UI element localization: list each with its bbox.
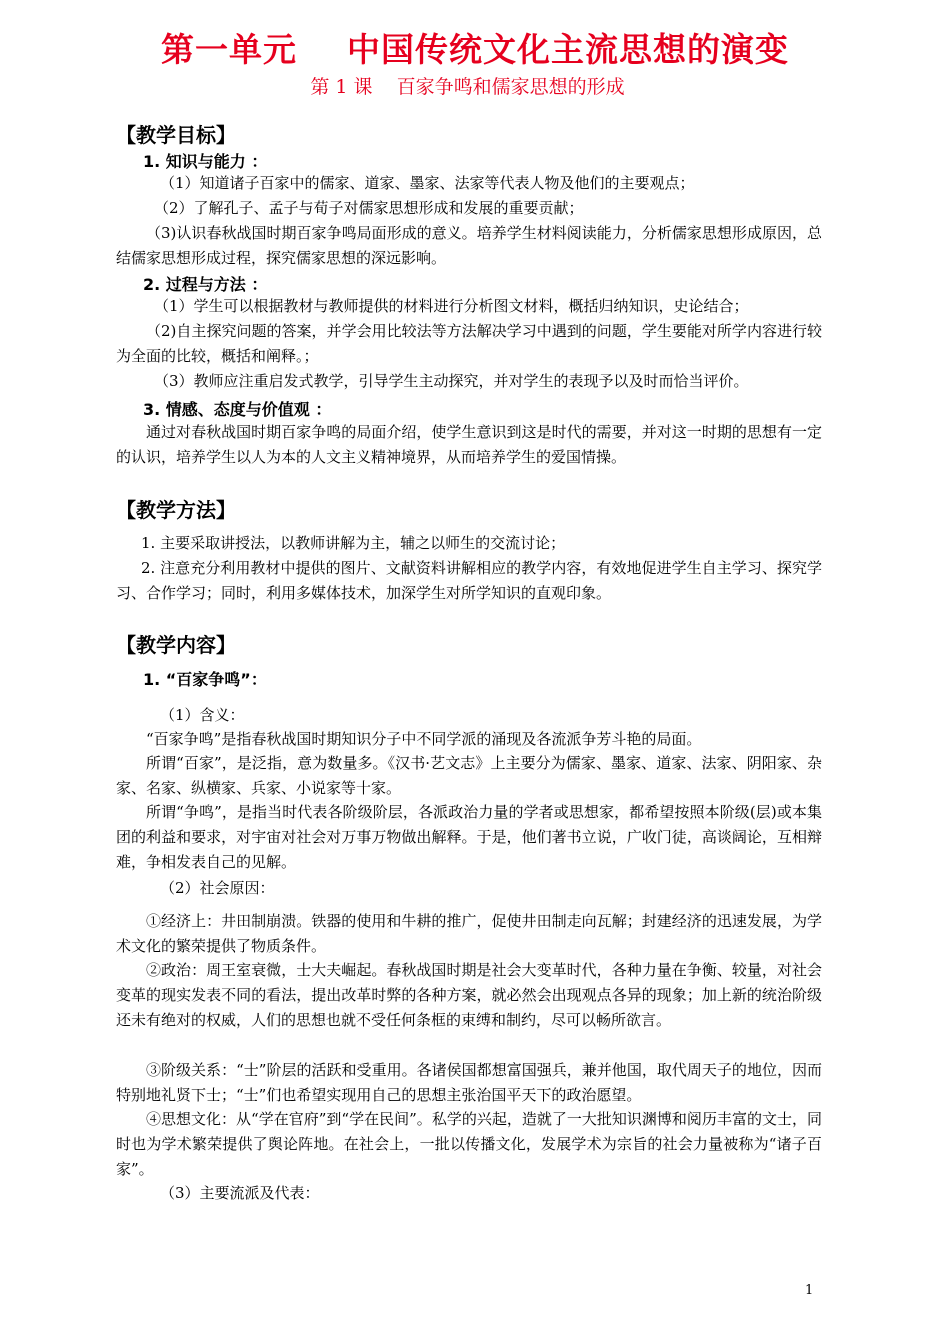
meaning-label: （1）含义：: [160, 706, 245, 724]
process-item-1: （1）学生可以根据教材与教师提供的材料进行分析图文材料，概括归纳知识，史论结合；: [154, 297, 749, 315]
meaning-paragraph-2: 所谓“百家”，是泛指，意为数量多。《汉书·艺文志》上主要分为儒家、墨家、道家、法家、阴阳家、杂家、名家、纵横家、兵家、小说家等十家。: [116, 754, 822, 797]
content-heading: 【教学内容】: [116, 633, 236, 657]
cause-class: ③阶级关系：“士”阶层的活跃和受重用。各诸侯国都想富国强兵，兼并他国，取代周天子的地位，因而特别地礼贤下士；“士”们也希望实现用自己的思想主张治国平天下的政治愿望。: [116, 1061, 822, 1104]
cause-economic: ①经济上：井田制崩溃。铁器的使用和牛耕的推广，促使井田制走向瓦解；封建经济的迅速发展，为学术文化的繁荣提供了物质条件。: [116, 912, 822, 955]
meaning-paragraph-3: 所谓“争鸣”，是指当时代表各阶级阶层，各派政治力量的学者或思想家，都希望按照本阶级(层)或本集团的利益和要求，对宇宙对社会对万事万物做出解释。于是，他们著书立说，广收门徒，高谈阔论，互相辩难，争相发表自己的见解。: [116, 803, 822, 871]
knowledge-item-1: （1）知道诸子百家中的儒家、道家、墨家、法家等代表人物及他们的主要观点；: [160, 174, 695, 192]
emotion-text: 通过对春秋战国时期百家争鸣的局面介绍，使学生意识到这是时代的需要，并对这一时期的思想有一定的认识，培养学生以人为本的人文主义精神境界，从而培养学生的爱国情操。: [116, 423, 822, 466]
lesson-subtitle: 第 1 课 百家争鸣和儒家思想的形成: [310, 76, 625, 98]
objectives-heading: 【教学目标】: [116, 123, 236, 147]
unit-title: 第一单元 中国传统文化主流思想的演变: [161, 30, 789, 69]
emotion-heading: 3. 情感、态度与价值观 ：: [143, 400, 332, 419]
methods-heading: 【教学方法】: [116, 498, 236, 522]
schools-label: （3）主要流派及代表：: [160, 1184, 320, 1202]
process-item-3: （3）教师应注重启发式教学，引导学生主动探究，并对学生的表现予以及时而恰当评价。: [154, 372, 749, 390]
methods-item-2: 2. 注意充分利用教材中提供的图片、文献资料讲解相应的教学内容，有效地促进学生自主学习、探究学习、合作学习；同时，利用多媒体技术，加深学生对所学知识的直观印象。: [116, 559, 822, 602]
cause-political: ②政治：周王室衰微，士大夫崛起。春秋战国时期是社会大变革时代，各种力量在争衡、较量，对社会变革的现实发表不同的看法，提出改革时弊的各种方案，就必然会出现观点各异的现象；加上新的统治阶级还未有绝对的权威，人们的思想也就不受任何条框的束缚和制约，尽可以畅所欲言。: [116, 961, 822, 1029]
knowledge-item-2: （2）了解孔子、孟子与荀子对儒家思想形成和发展的重要贡献；: [154, 199, 584, 217]
knowledge-item-3: （3)认识春秋战国时期百家争鸣局面形成的意义。培养学生材料阅读能力，分析儒家思想形成原因，总结儒家思想形成过程，探究儒家思想的深远影响。: [116, 224, 822, 267]
page-number: 1: [805, 1283, 814, 1298]
cause-culture: ④思想文化：从“学在官府”到“学在民间”。私学的兴起，造就了一大批知识渊博和阅历丰富的文士，同时也为学术繁荣提供了舆论阵地。在社会上，一批以传播文化，发展学术为宗旨的社会力量被称为“诸子百家”。: [116, 1110, 822, 1178]
causes-label: （2）社会原因：: [160, 879, 275, 897]
process-item-2: （2)自主探究问题的答案，并学会用比较法等方法解决学习中遇到的问题，学生要能对所学内容进行较为全面的比较，概括和阐释。；: [116, 322, 822, 365]
methods-item-1: 1. 主要采取讲授法，以教师讲解为主，辅之以师生的交流讨论；: [141, 534, 566, 552]
section-baijia-heading: 1. “百家争鸣”：: [143, 670, 267, 689]
process-heading: 2. 过程与方法 ：: [143, 275, 268, 294]
meaning-paragraph-1: “百家争鸣”是指春秋战国时期知识分子中不同学派的涌现及各流派争芳斗艳的局面。: [146, 730, 702, 748]
knowledge-heading: 1. 知识与能力 ：: [143, 152, 268, 171]
